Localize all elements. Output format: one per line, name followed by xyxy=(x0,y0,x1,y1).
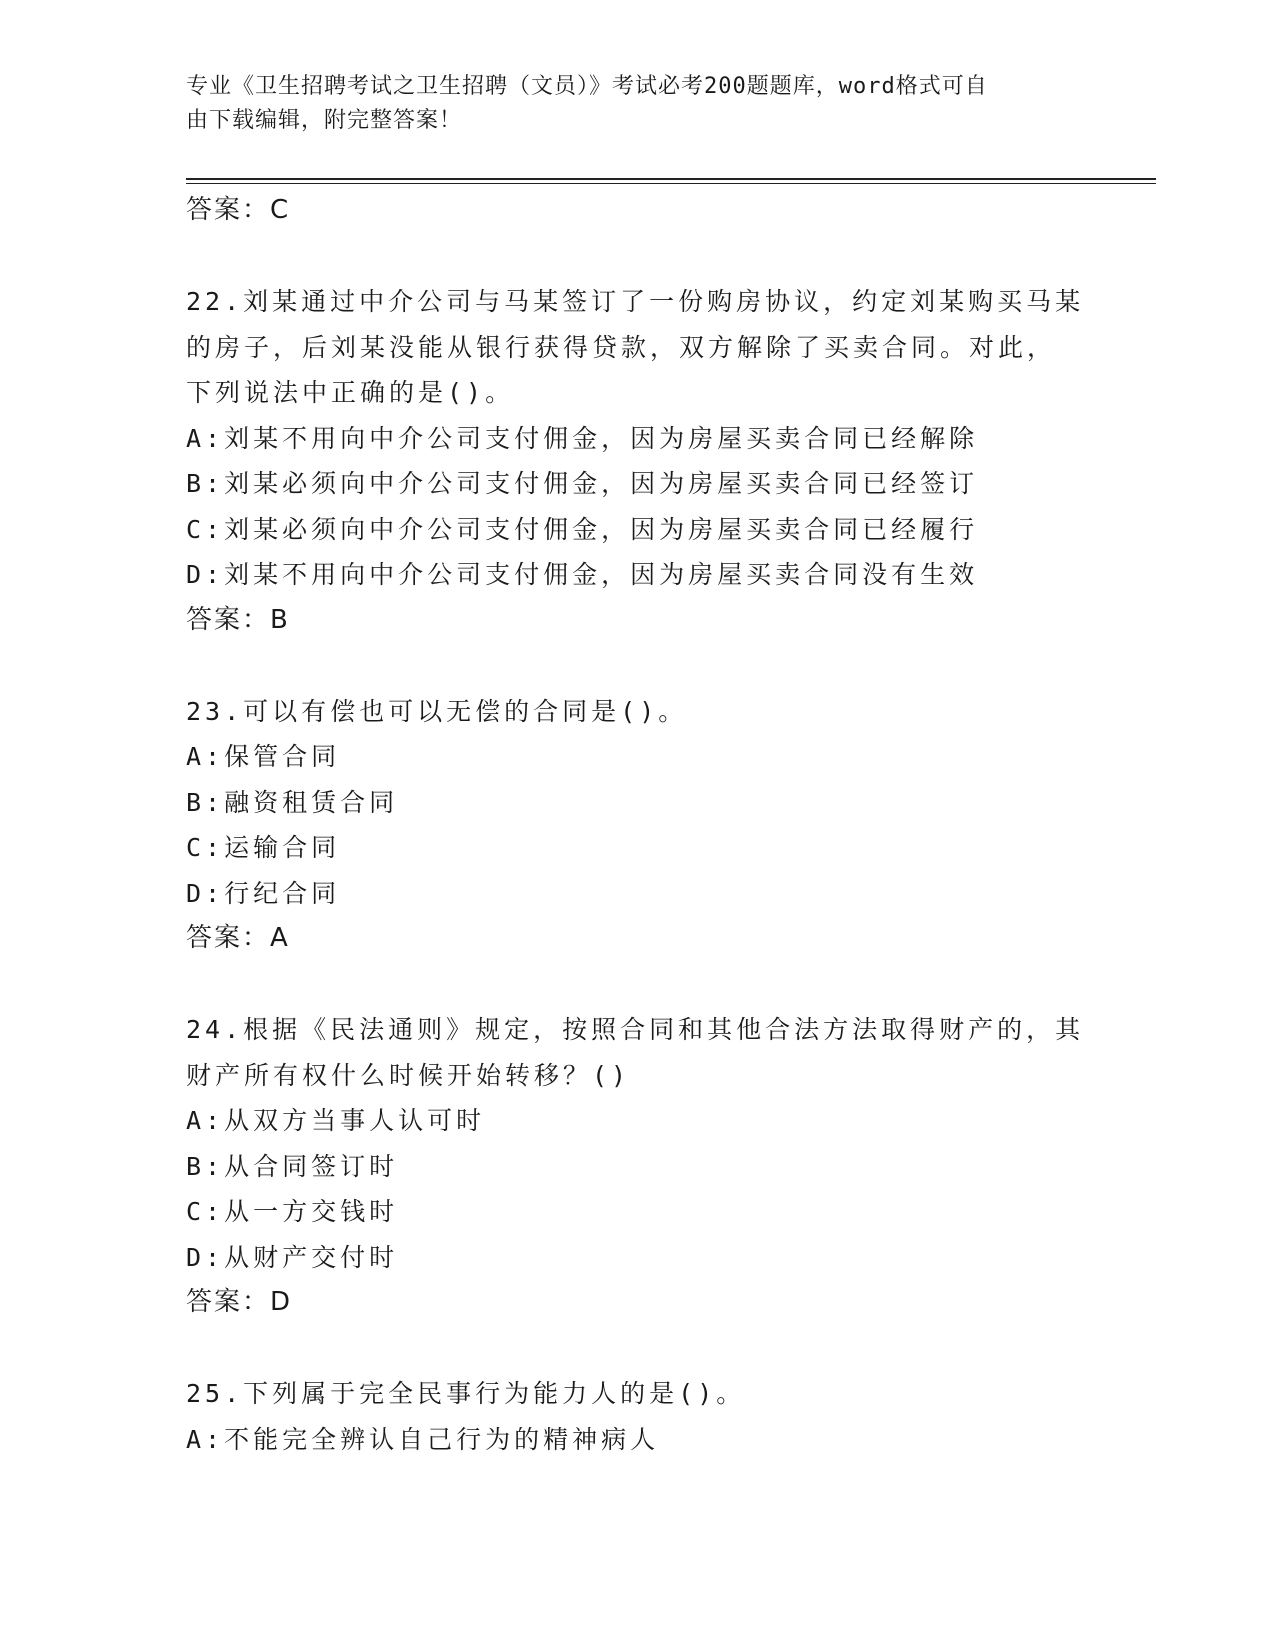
spacer xyxy=(186,962,1086,1008)
question-stem-line: 22.刘某通过中介公司与马某签订了一份购房协议，约定刘某购买马某 xyxy=(186,287,1085,316)
question-stem-line: 25.下列属于完全民事行为能力人的是()。 xyxy=(186,1379,746,1408)
option-c: C:运输合同 xyxy=(186,833,341,862)
answer-line: 答案：A xyxy=(186,923,290,953)
option-d: D:从财产交付时 xyxy=(186,1242,399,1272)
option-c: C:从一方交钱时 xyxy=(186,1197,399,1226)
header-line-1: 专业《卫生招聘考试之卫生招聘（文员）》考试必考200题题库，word格式可自 xyxy=(186,74,988,99)
option-b: B:刘某必须向中介公司支付佣金，因为房屋买卖合同已经签订 xyxy=(186,469,979,498)
question-block xyxy=(186,1371,1086,1462)
question-block xyxy=(186,689,1086,962)
option-d: D:刘某不用向中介公司支付佣金，因为房屋买卖合同没有生效 xyxy=(186,560,979,589)
header-line-2: 由下载编辑，附完整答案！ xyxy=(186,108,463,133)
option-b: B:融资租赁合同 xyxy=(186,787,399,817)
question-block xyxy=(186,279,1086,643)
previous-answer: 答案：C xyxy=(186,195,291,225)
spacer xyxy=(186,1326,1086,1372)
question-stem-line: 下列说法中正确的是()。 xyxy=(186,378,515,407)
option-a: A:从双方当事人认可时 xyxy=(186,1106,486,1135)
header-divider xyxy=(186,178,1156,184)
answer-line: 答案：B xyxy=(186,604,290,635)
question-stem-line: 财产所有权什么时候开始转移？() xyxy=(186,1060,631,1090)
document-header xyxy=(186,70,1066,138)
question-stem-line: 24.根据《民法通则》规定，按照合同和其他合法方法取得财产的，其 xyxy=(186,1015,1085,1044)
spacer xyxy=(186,234,1086,280)
option-d: D:行纪合同 xyxy=(186,878,341,908)
option-b: B:从合同签订时 xyxy=(186,1151,399,1181)
option-a: A:保管合同 xyxy=(186,742,341,771)
option-c: C:刘某必须向中介公司支付佣金，因为房屋买卖合同已经履行 xyxy=(186,514,979,544)
question-block xyxy=(186,1007,1086,1326)
option-a: A:不能完全辨认自己行为的精神病人 xyxy=(186,1424,660,1454)
question-stem-line: 的房子，后刘某没能从银行获得贷款，双方解除了买卖合同。对此， xyxy=(186,332,1057,362)
spacer xyxy=(186,643,1086,689)
question-list xyxy=(186,188,1086,1462)
question-stem-line: 23.可以有偿也可以无偿的合同是()。 xyxy=(186,696,688,726)
answer-line: 答案：D xyxy=(186,1287,293,1317)
option-a: A:刘某不用向中介公司支付佣金，因为房屋买卖合同已经解除 xyxy=(186,423,979,453)
